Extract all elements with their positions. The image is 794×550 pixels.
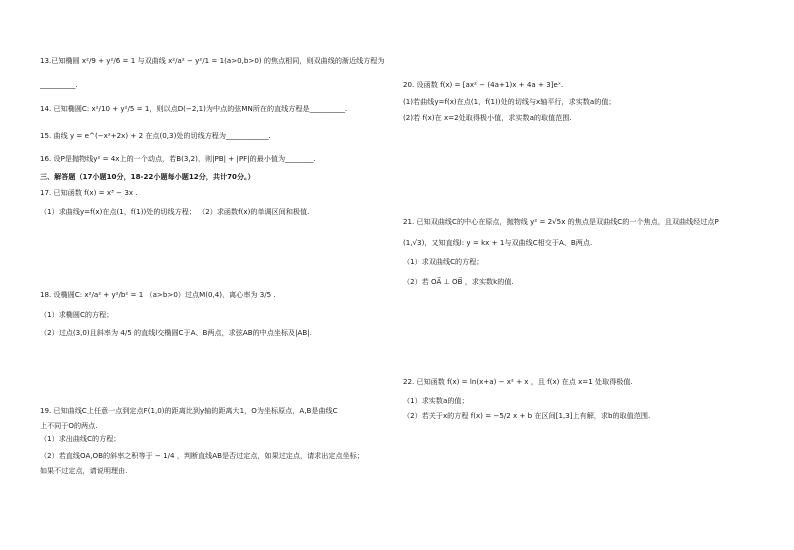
q19-part2-cont: 如果不过定点，请说明理由. (40, 466, 128, 475)
q20-part1: (1)若曲线y=f(x)在点(1，f(1))处的切线与x轴平行，求实数a的值； (403, 97, 616, 106)
q20-stem: 20. 设函数 f(x) = [ax² − (4a+1)x + 4a + 3]eˣ. (403, 80, 564, 89)
q19-part1: （1）求出曲线C的方程； (40, 434, 121, 443)
q18-stem: 18. 设椭圆C: x²/a² + y²/b² = 1 （a>b>0）过点M(0,4)，离心率为 3/5 . (40, 290, 276, 299)
q21-stem-line2: (1,√3)，又知直线l: y = kx + 1与双曲线C相交于A、B两点. (403, 238, 593, 247)
q19-part2: （2）若直线OA,OB的斜率之积等于 − 1/4 ，判断直线AB是否过定点，如果过定点，请求出定点坐标； (40, 451, 364, 460)
q22-stem: 22. 已知函数 f(x) = ln(x+a) − x² + x ，且 f(x) 在点 x=1 处取得极值. (403, 377, 633, 386)
q21-part2: （2）若 OA⃗ ⊥ OB⃗ ，求实数k的值. (403, 277, 514, 286)
q16-stem: 16. 设P是抛物线y² = 4x上的一个动点，若B(3,2)，则|PB| + |PF|的最小值为________. (40, 154, 316, 163)
q22-part1: （1）求实数a的值； (403, 396, 469, 405)
q18-part1: （1）求椭圆C的方程； (40, 310, 114, 319)
q17-stem: 17. 已知函数 f(x) = x³ − 3x . (40, 188, 138, 197)
q17-parts: （1）求曲线y=f(x)在点(1，f(1))处的切线方程； （2）求函数f(x)的单调区间和极值. (40, 207, 310, 216)
q15-stem: 15. 曲线 y = e^(−x²+2x) + 2 在点(0,3)处的切线方程为____________. (40, 131, 271, 140)
q13-stem-line2: __________. (40, 80, 78, 89)
q21-part1: （1）求双曲线C的方程； (403, 257, 484, 266)
section-heading-answers: 三、解答题（17小题10分，18-22小题每小题12分，共计70分。） (40, 172, 255, 181)
q22-part2: （2）若关于x的方程 f(x) = −5/2 x + b 在区间[1,3]上有解，求b的取值范围. (403, 411, 651, 420)
q19-stem-line2: 上不同于O的两点. (40, 421, 98, 430)
q18-part2: （2）过点(3,0)且斜率为 4/5 的直线l交椭圆C于A、B两点，求弦AB的中点坐标及|AB|. (40, 328, 312, 337)
q13-stem-line1: 13.已知椭圆 x²/9 + y²/6 = 1 与双曲线 x²/a² − y²/1 = 1(a>0,b>0) 的焦点相同，则双曲线的渐近线方程为 (40, 56, 385, 65)
q14-stem: 14. 已知椭圆C: x²/10 + y²/5 = 1，则以点D(−2,1)为中点的弦MN所在的直线方程是__________. (40, 104, 348, 113)
q20-part2: (2)若 f(x)在 x=2处取得极小值，求实数a的取值范围. (403, 113, 572, 122)
q21-stem-line1: 21. 已知双曲线C的中心在原点，抛物线 y² = 2√5x 的焦点是双曲线C的一个焦点，且双曲线经过点P (403, 217, 719, 226)
q19-stem-line1: 19. 已知曲线C上任意一点到定点F(1,0)的距离比到y轴的距离大1，O为坐标原点，A,B是曲线C (40, 406, 338, 415)
